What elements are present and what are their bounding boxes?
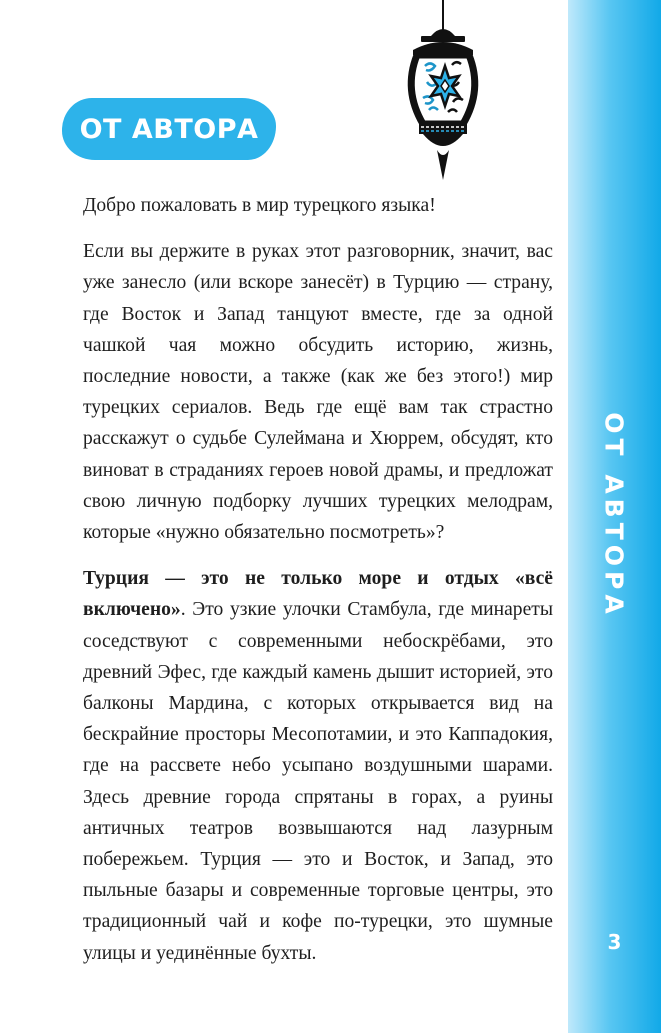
article-text xyxy=(83,190,553,984)
paragraph-turkey xyxy=(83,563,553,969)
paragraph-intro: Если вы держите в руках этот разговорник, значит, вас уже занесло (или вскоре занесёт) в Турцию — страну, где Восток и Запад танцуют вместе, где за одной чашкой чая можно обсудить историю, жизнь, последние новости, а также (как же без этого!) мир турецких сериалов. Ведь где ещё вам так страстно расскажут о судьбе Сулеймана и Хюррем, обсудят, кто виноват в страданиях героев новой драмы, и предложат свою личную подборку лучших турецких мелодрам, которые «нужно обязательно посмотреть»? xyxy=(83,241,553,544)
paragraph-lead-bold: Турция — это не только море и отдых «всё включено» xyxy=(83,568,553,621)
page-number: 3 xyxy=(607,930,622,954)
side-bar xyxy=(568,0,661,1033)
paragraph-body: . Это узкие улочки Стамбула, где минареты соседствуют с современными небоскрёбами, это древний Эфес, где каждый камень дышит историей, это балконы Мардина, с которых открывается вид на бескрайние просторы Месопотамии, и это Каппадокия, где на рассвете небо усыпано воздушными шарами. Здесь древние города спрятаны в горах, а руины античных театров возвышаются над лазурным побережьем. Турция — это и Восток, и Запад, это пыльные базары и современные торговые центры, это традиционный чай и кофе по-турецки, это шумные улицы и уединённые бухты. xyxy=(83,599,553,964)
side-title-text: ОТ АВТОРА xyxy=(600,411,630,619)
section-badge: ОТ АВТОРА xyxy=(62,98,276,160)
side-title xyxy=(568,411,661,619)
lantern-icon xyxy=(395,0,491,186)
paragraph-greeting: Добро пожаловать в мир турецкого языка! xyxy=(83,195,436,216)
